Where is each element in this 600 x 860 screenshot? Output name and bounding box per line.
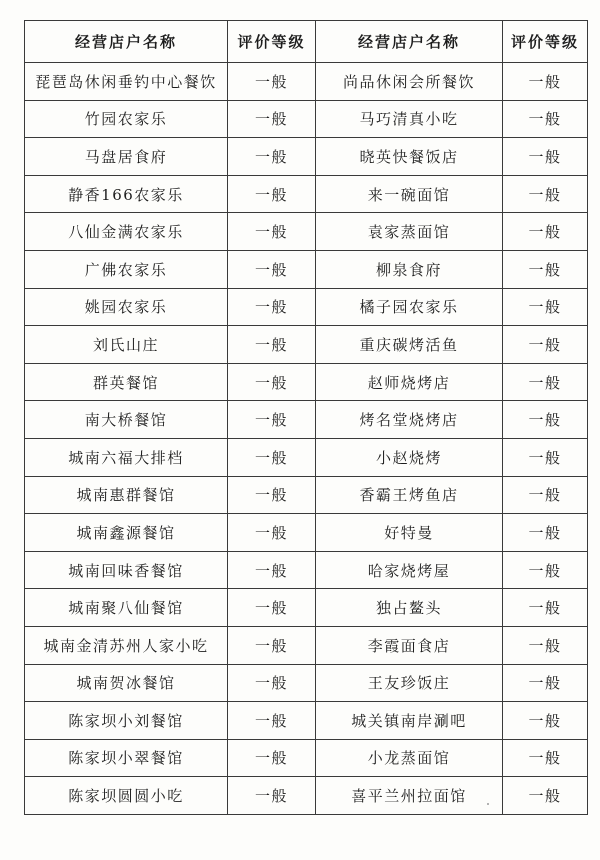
business-name-right-cell: 赵师烧烤店 xyxy=(316,363,503,401)
rating-left-cell: 一般 xyxy=(228,476,316,514)
rating-left-cell: 一般 xyxy=(228,213,316,251)
table-row xyxy=(25,63,588,101)
business-name-right-cell: 尚品休闲会所餐饮 xyxy=(316,63,503,101)
rating-right-cell: 一般 xyxy=(503,213,588,251)
business-name-right-cell: 哈家烧烤屋 xyxy=(316,551,503,589)
rating-left-cell: 一般 xyxy=(228,138,316,176)
rating-left-cell: 一般 xyxy=(228,63,316,101)
business-name-right-cell: 王友珍饭庄 xyxy=(316,664,503,702)
table-row xyxy=(25,664,588,702)
rating-right-cell: 一般 xyxy=(503,514,588,552)
business-name-right-cell: 喜平兰州拉面馆 xyxy=(316,777,503,815)
rating-right-cell: 一般 xyxy=(503,739,588,777)
rating-left-cell: 一般 xyxy=(228,438,316,476)
business-name-left-cell: 城南六福大排档 xyxy=(25,438,228,476)
business-name-left-cell: 城南回味香餐馆 xyxy=(25,551,228,589)
rating-left-cell: 一般 xyxy=(228,739,316,777)
rating-left-cell: 一般 xyxy=(228,175,316,213)
table-row xyxy=(25,739,588,777)
business-name-left-cell: 陈家坝小翠餐馆 xyxy=(25,739,228,777)
rating-right-cell: 一般 xyxy=(503,476,588,514)
table-row xyxy=(25,175,588,213)
rating-left-cell: 一般 xyxy=(228,514,316,552)
business-name-left-cell: 城南惠群餐馆 xyxy=(25,476,228,514)
rating-right-cell: 一般 xyxy=(503,63,588,101)
business-name-left-cell: 陈家坝圆圆小吃 xyxy=(25,777,228,815)
rating-right-cell: 一般 xyxy=(503,363,588,401)
rating-left-cell: 一般 xyxy=(228,363,316,401)
business-name-left-cell: 广佛农家乐 xyxy=(25,250,228,288)
rating-right-cell: 一般 xyxy=(503,702,588,740)
table-row xyxy=(25,702,588,740)
business-name-right-cell: 好特曼 xyxy=(316,514,503,552)
business-name-right-cell: 晓英快餐饭店 xyxy=(316,138,503,176)
rating-right-cell: 一般 xyxy=(503,551,588,589)
rating-right-cell: 一般 xyxy=(503,250,588,288)
rating-left-cell: 一般 xyxy=(228,664,316,702)
business-name-left-cell: 马盘居食府 xyxy=(25,138,228,176)
business-name-left-cell: 城南聚八仙餐馆 xyxy=(25,589,228,627)
business-name-left-cell: 姚园农家乐 xyxy=(25,288,228,326)
table-row xyxy=(25,401,588,439)
table-row xyxy=(25,138,588,176)
business-name-left-cell: 城南贺冰餐馆 xyxy=(25,664,228,702)
rating-right-cell: 一般 xyxy=(503,589,588,627)
header-rating-right: 评价等级 xyxy=(503,21,588,63)
table-row xyxy=(25,363,588,401)
business-name-right-cell: 香霸王烤鱼店 xyxy=(316,476,503,514)
rating-left-cell: 一般 xyxy=(228,250,316,288)
business-name-left-cell: 城南鑫源餐馆 xyxy=(25,514,228,552)
rating-right-cell: 一般 xyxy=(503,326,588,364)
business-name-right-cell: 袁家蒸面馆 xyxy=(316,213,503,251)
table-row xyxy=(25,551,588,589)
rating-left-cell: 一般 xyxy=(228,551,316,589)
table-row xyxy=(25,288,588,326)
table-row xyxy=(25,100,588,138)
header-business-name-right: 经营店户名称 xyxy=(316,21,503,63)
rating-right-cell: 一般 xyxy=(503,138,588,176)
table-body xyxy=(25,63,588,815)
table-row xyxy=(25,626,588,664)
table-row xyxy=(25,250,588,288)
header-business-name-left: 经营店户名称 xyxy=(25,21,228,63)
business-name-left-cell: 陈家坝小刘餐馆 xyxy=(25,702,228,740)
table-row xyxy=(25,514,588,552)
rating-right-cell: 一般 xyxy=(503,175,588,213)
business-name-left-cell: 南大桥餐馆 xyxy=(25,401,228,439)
header-rating-left: 评价等级 xyxy=(228,21,316,63)
rating-left-cell: 一般 xyxy=(228,702,316,740)
business-name-right-cell: 马巧清真小吃 xyxy=(316,100,503,138)
rating-right-cell: 一般 xyxy=(503,664,588,702)
rating-right-cell: 一般 xyxy=(503,288,588,326)
business-rating-table xyxy=(24,20,588,815)
rating-right-cell: 一般 xyxy=(503,100,588,138)
rating-right-cell: 一般 xyxy=(503,438,588,476)
business-name-left-cell: 刘氏山庄 xyxy=(25,326,228,364)
rating-left-cell: 一般 xyxy=(228,777,316,815)
business-name-left-cell: 静香166农家乐 xyxy=(25,175,228,213)
table-header xyxy=(25,21,588,63)
header-row xyxy=(25,21,588,63)
business-name-left-cell: 群英餐馆 xyxy=(25,363,228,401)
table-row xyxy=(25,589,588,627)
business-name-right-cell: 独占鳌头 xyxy=(316,589,503,627)
rating-right-cell: 一般 xyxy=(503,401,588,439)
scan-speck xyxy=(487,803,489,805)
rating-right-cell: 一般 xyxy=(503,777,588,815)
business-name-left-cell: 琵琶岛休闲垂钓中心餐饮 xyxy=(25,63,228,101)
table-row xyxy=(25,777,588,815)
rating-left-cell: 一般 xyxy=(228,401,316,439)
business-name-right-cell: 城关镇南岸涮吧 xyxy=(316,702,503,740)
business-name-right-cell: 烤名堂烧烤店 xyxy=(316,401,503,439)
business-name-right-cell: 橘子园农家乐 xyxy=(316,288,503,326)
business-name-right-cell: 来一碗面馆 xyxy=(316,175,503,213)
rating-left-cell: 一般 xyxy=(228,626,316,664)
business-name-right-cell: 柳泉食府 xyxy=(316,250,503,288)
rating-left-cell: 一般 xyxy=(228,100,316,138)
table-row xyxy=(25,476,588,514)
business-name-left-cell: 城南金清苏州人家小吃 xyxy=(25,626,228,664)
rating-left-cell: 一般 xyxy=(228,288,316,326)
business-name-right-cell: 重庆碳烤活鱼 xyxy=(316,326,503,364)
business-name-right-cell: 小龙蒸面馆 xyxy=(316,739,503,777)
business-name-right-cell: 李霞面食店 xyxy=(316,626,503,664)
rating-right-cell: 一般 xyxy=(503,626,588,664)
rating-left-cell: 一般 xyxy=(228,589,316,627)
business-name-left-cell: 竹园农家乐 xyxy=(25,100,228,138)
rating-left-cell: 一般 xyxy=(228,326,316,364)
table-row xyxy=(25,438,588,476)
business-name-right-cell: 小赵烧烤 xyxy=(316,438,503,476)
table-row xyxy=(25,326,588,364)
business-name-left-cell: 八仙金满农家乐 xyxy=(25,213,228,251)
table-row xyxy=(25,213,588,251)
